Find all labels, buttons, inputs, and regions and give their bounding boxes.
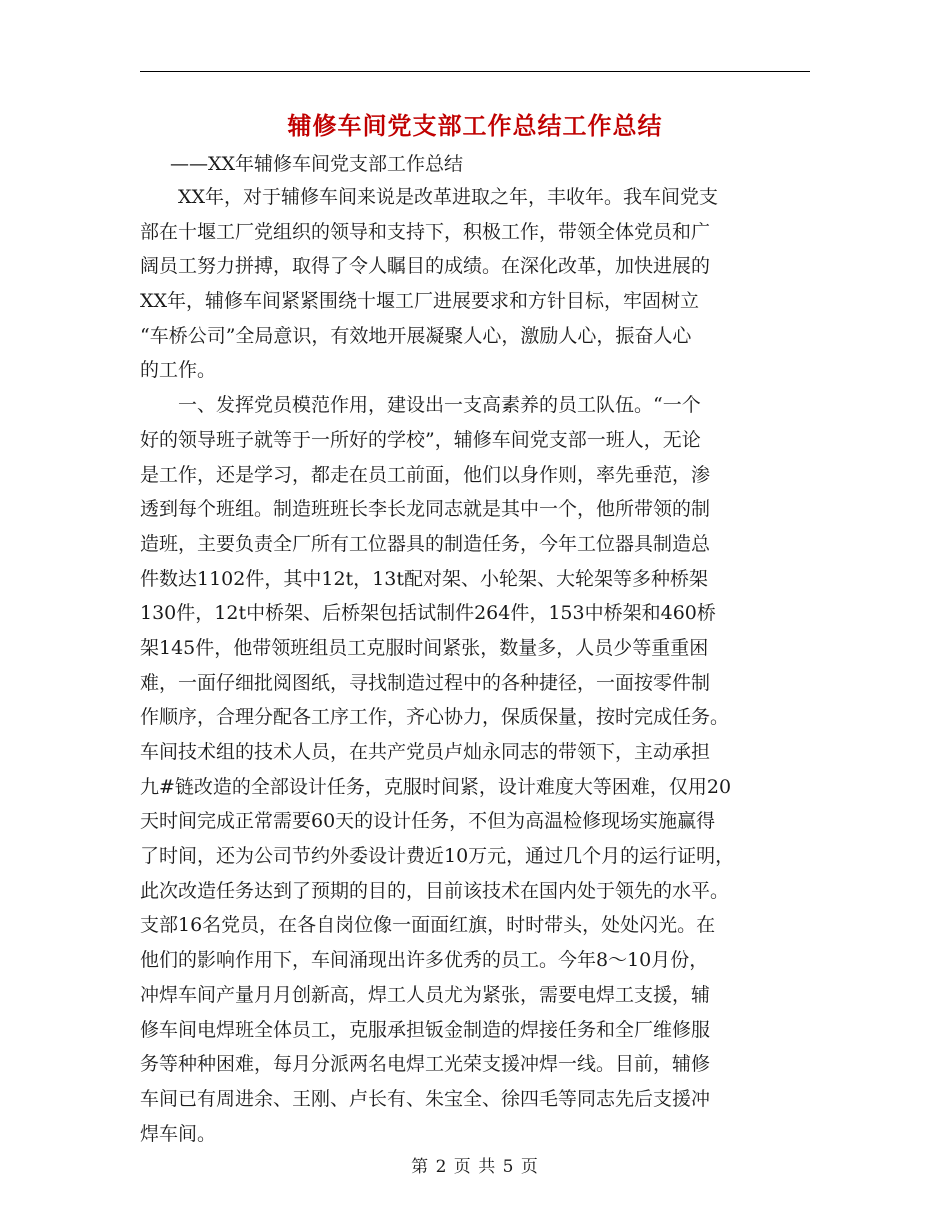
body-line: 焊车间。: [140, 1122, 217, 1145]
body-line: 作顺序，合理分配各工序工作，齐心协力，保质保量，按时完成任务。: [140, 706, 730, 729]
body-line: 好的领导班子就等于一所好的学校”，辅修车间党支部一班人，无论: [140, 428, 701, 451]
document-title: 辅修车间党支部工作总结工作总结: [287, 111, 663, 140]
body-line: XX年，辅修车间紧紧围绕十堰工厂进展要求和方针目标，牢固树立: [140, 290, 700, 313]
body-line: 130件，12t中桥架、后桥架包括试制件264件，153中桥架和460桥: [140, 602, 716, 625]
body-line: 的工作。: [140, 359, 217, 382]
body-line: 冲焊车间产量月月创新高，焊工人员尤为紧张，需要电焊工支援，辅: [140, 983, 711, 1006]
body-line: 架145件，他带领班组员工克服时间紧张，数量多，人员少等重重困: [140, 636, 709, 659]
body-line: 透到每个班组。制造班班长李长龙同志就是其中一个，他所带领的制: [140, 498, 711, 521]
document-body: [140, 180, 810, 1151]
body-line: 此次改造任务达到了预期的目的，目前该技术在国内处于领先的水平。: [140, 879, 730, 902]
body-line: 造班，主要负责全厂所有工位器具的制造任务，今年工位器具制造总: [140, 532, 711, 555]
body-line: 支部16名党员，在各自岗位像一面面红旗，时时带头，处处闪光。在: [140, 914, 716, 937]
body-line: 务等种种困难，每月分派两名电焊工光荣支援冲焊一线。目前，辅修: [140, 1053, 711, 1076]
body-line: 九#链改造的全部设计任务，克服时间紧，设计难度大等困难，仅用20: [140, 775, 732, 798]
body-line: 车间技术组的技术人员，在共产党员卢灿永同志的带领下，主动承担: [140, 741, 711, 763]
body-line: 修车间电焊班全体员工，克服承担钣金制造的焊接任务和全厂维修服: [140, 1018, 711, 1041]
header-rule: [140, 71, 810, 72]
body-line: 一、发挥党员模范作用，建设出一支高素养的员工队伍。“一个: [178, 394, 701, 417]
page-number-footer: 第 2 页 共 5 页: [411, 1157, 539, 1177]
body-line: 部在十堰工厂党组织的领导和支持下，积极工作，带领全体党员和广: [140, 220, 711, 243]
body-line: 件数达1102件，其中12t，13t配对架、小轮架、大轮架等多种桥架: [140, 567, 708, 590]
body-line: 天时间完成正常需要60天的设计任务，不但为高温检修现场实施赢得: [140, 810, 716, 833]
body-line: 他们的影响作用下，车间涌现出许多优秀的员工。今年8～10月份，: [140, 949, 709, 972]
body-line: 是工作，还是学习，都走在员工前面，他们以身作则，率先垂范，渗: [140, 463, 711, 486]
document-subtitle: ——XX年辅修车间党支部工作总结: [170, 153, 464, 175]
body-line: 难，一面仔细批阅图纸，寻找制造过程中的各种捷径，一面按零件制: [140, 671, 711, 694]
body-line: 车间已有周进余、王刚、卢长有、朱宝全、徐四毛等同志先后支援冲: [140, 1087, 711, 1110]
body-line: 阔员工努力拼搏，取得了令人瞩目的成绩。在深化改革，加快进展的: [140, 255, 711, 278]
body-line: 了时间，还为公司节约外委设计费近10万元，通过几个月的运行证明，: [140, 845, 735, 868]
body-line: XX年，对于辅修车间来说是改革进取之年，丰收年。我车间党支: [178, 186, 719, 208]
body-line: “车桥公司”全局意识，有效地开展凝聚人心，激励人心，振奋人心: [140, 324, 692, 347]
